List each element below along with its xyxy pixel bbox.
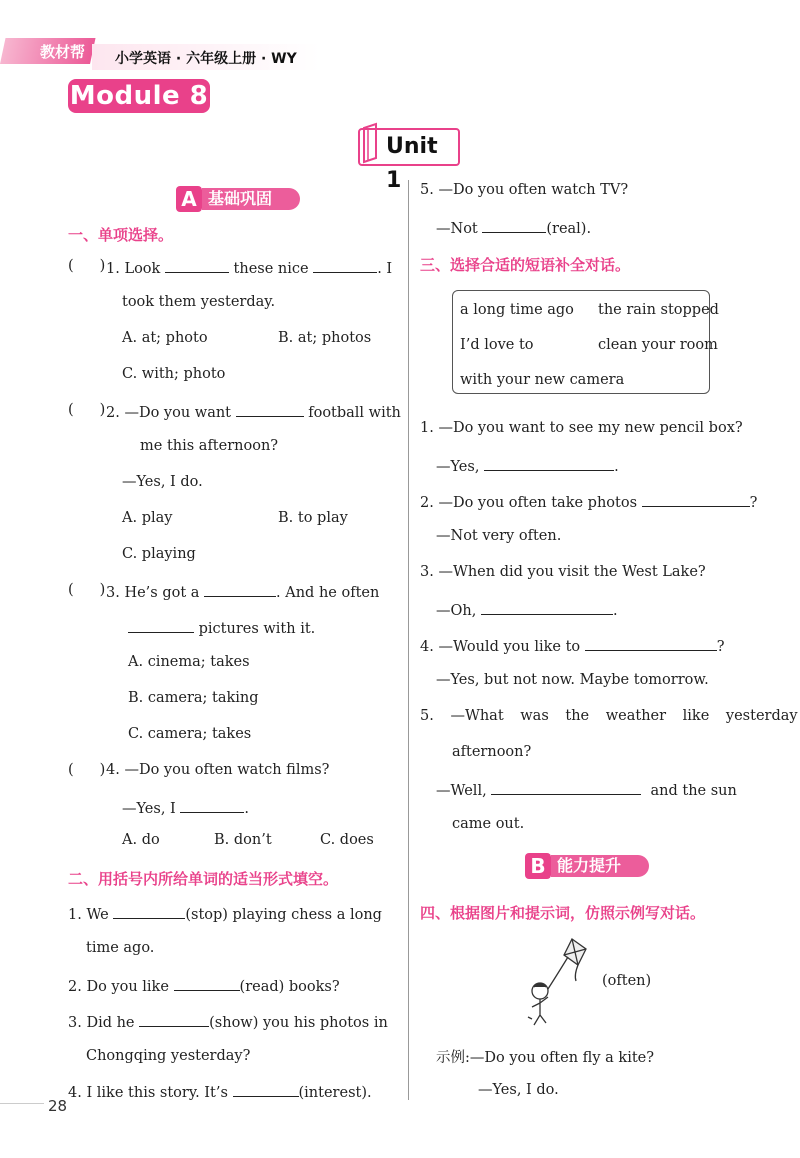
section-a-letter: A — [176, 186, 202, 212]
page-number: 28 — [48, 1097, 68, 1115]
q2-line1: 2. —Do you want football with — [106, 402, 401, 421]
header-tag: 教材帮 — [40, 43, 86, 61]
q1-blank-2[interactable] — [313, 258, 377, 273]
p2-q5-line1: 5. —Do you often watch TV? — [420, 182, 629, 198]
part4-heading: 四、根据图片和提示词，仿照示例写对话。 — [420, 904, 706, 922]
q2-line2: me this afternoon? — [140, 438, 279, 454]
p3-q4-blank[interactable] — [585, 636, 717, 651]
q2-option-a: A. play — [122, 510, 173, 526]
p2-q1-line2: time ago. — [86, 940, 155, 956]
p2-q5-blank[interactable] — [482, 218, 546, 233]
p2-q3-line2: Chongqing yesterday? — [86, 1048, 251, 1064]
q1-line1: 1. Look these nice . I — [106, 258, 392, 277]
phrase-item: with your new camera — [460, 372, 625, 388]
example-answer: —Yes, I do. — [478, 1082, 559, 1098]
q4-option-b: B. don’t — [214, 832, 272, 848]
p2-q2: 2. Do you like (read) books? — [68, 976, 340, 995]
q4-line2: —Yes, I . — [122, 798, 249, 817]
footer-line — [0, 1103, 44, 1104]
q1-answer-paren[interactable]: ( ) — [68, 258, 106, 274]
part2-heading: 二、用括号内所给单词的适当形式填空。 — [68, 870, 339, 888]
section-b-letter: B — [525, 853, 551, 879]
q2-option-c: C. playing — [122, 546, 196, 562]
p3-q1-blank[interactable] — [484, 456, 614, 471]
q3-option-c: C. camera; takes — [128, 726, 252, 742]
p3-q3-line1: 3. —When did you visit the West Lake? — [420, 564, 706, 580]
q2-answer-paren[interactable]: ( ) — [68, 402, 106, 418]
q3-line2: pictures with it. — [128, 618, 315, 637]
p2-q3-line1: 3. Did he (show) you his photos in — [68, 1012, 388, 1031]
q2-blank[interactable] — [236, 402, 304, 417]
p3-q2-line1: 2. —Do you often take photos ? — [420, 492, 757, 511]
p3-q2-line2: —Not very often. — [436, 528, 562, 544]
q3-option-a: A. cinema; takes — [128, 654, 250, 670]
q3-blank-1[interactable] — [204, 582, 276, 597]
p2-q4: 4. I like this story. It’s (interest). — [68, 1082, 372, 1101]
part1-heading: 一、单项选择。 — [68, 226, 174, 244]
example-question: 示例:—Do you often fly a kite? — [436, 1050, 655, 1066]
p3-q2-blank[interactable] — [642, 492, 750, 507]
q4-answer-paren[interactable]: ( ) — [68, 762, 106, 778]
p2-q4-blank[interactable] — [233, 1082, 299, 1097]
book-title: 小学英语 · 六年级上册 · WY — [115, 51, 297, 67]
section-a-label: 基础巩固 — [202, 188, 300, 210]
q4-option-a: A. do — [122, 832, 160, 848]
p2-q1-line1: 1. We (stop) playing chess a long — [68, 904, 382, 923]
p3-q5-line4: came out. — [452, 816, 525, 832]
q3-blank-2[interactable] — [128, 618, 194, 633]
phrase-item: clean your room — [598, 337, 718, 353]
part3-heading: 三、选择合适的短语补全对话。 — [420, 256, 631, 274]
q4-blank[interactable] — [180, 798, 244, 813]
p3-q3-blank[interactable] — [481, 600, 613, 615]
phrase-item: the rain stopped — [598, 302, 719, 318]
p2-q1-blank[interactable] — [113, 904, 185, 919]
column-divider — [408, 180, 409, 1100]
module-title: Module 8 — [69, 81, 209, 111]
p3-q5-line3: —Well, and the sun — [436, 780, 737, 799]
q1-line2: took them yesterday. — [122, 294, 276, 310]
q3-option-b: B. camera; taking — [128, 690, 259, 706]
q3-answer-paren[interactable]: ( ) — [68, 582, 106, 598]
unit-title: Unit 1 — [358, 128, 460, 166]
q4-line1: 4. —Do you often watch films? — [106, 762, 330, 778]
p3-q1-line2: —Yes, . — [436, 456, 619, 475]
section-b-label: 能力提升 — [551, 855, 649, 877]
kite-boy-icon — [510, 935, 594, 1027]
q1-blank-1[interactable] — [165, 258, 229, 273]
p3-q4-line2: —Yes, but not now. Maybe tomorrow. — [436, 672, 709, 688]
q1-option-b: B. at; photos — [278, 330, 372, 346]
p3-q5-blank[interactable] — [491, 780, 641, 795]
q2-option-b: B. to play — [278, 510, 348, 526]
phrase-item: I’d love to — [460, 337, 534, 353]
part4-hint: (often) — [602, 973, 652, 989]
q1-option-c: C. with; photo — [122, 366, 226, 382]
p2-q5-line2: —Not (real). — [436, 218, 591, 237]
q3-line1: 3. He’s got a . And he often — [106, 582, 379, 601]
p3-q3-line2: —Oh, . — [436, 600, 618, 619]
q1-option-a: A. at; photo — [122, 330, 208, 346]
phrase-item: a long time ago — [460, 302, 574, 318]
p3-q1-line1: 1. —Do you want to see my new pencil box? — [420, 420, 743, 436]
p3-q4-line1: 4. —Would you like to ? — [420, 636, 725, 655]
p2-q3-blank[interactable] — [139, 1012, 209, 1027]
p3-q5-line1: 5. —What was the weather like yesterday — [420, 708, 798, 724]
q4-option-c: C. does — [320, 832, 374, 848]
p3-q5-line2: afternoon? — [452, 744, 532, 760]
q2-line3: —Yes, I do. — [122, 474, 203, 490]
p2-q2-blank[interactable] — [174, 976, 240, 991]
